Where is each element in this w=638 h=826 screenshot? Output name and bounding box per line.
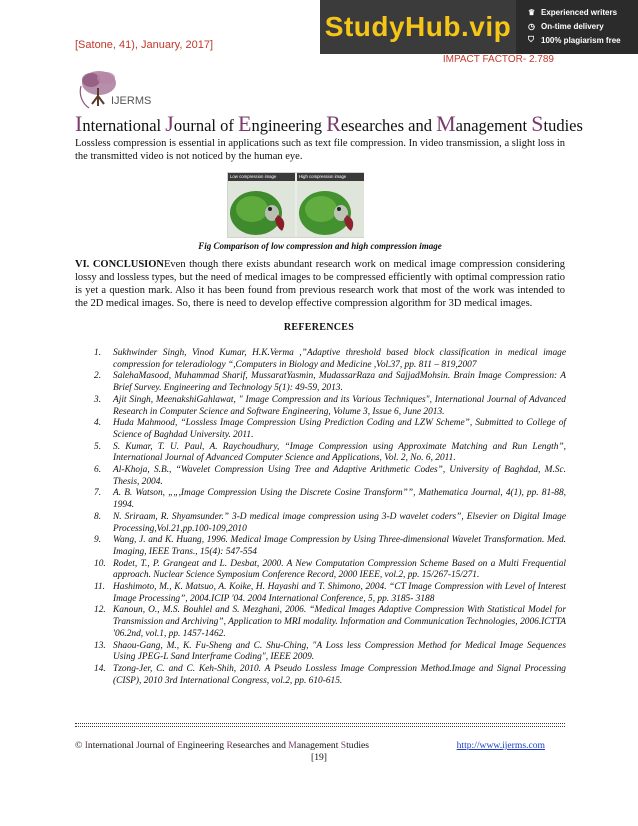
clock-icon: ◷ [528,21,535,31]
conclusion-text: Even though there exists abundant research work on medical image compression considering lossy and lossless types, but the need of medical images to be compressed efficiently with optimal compression ratio is yet a question mark. Also it has been found from previous research work that most of the work was intended to the 2D medical images. So, there is need to develop effective compression algorithm for 3D medical images. [75,259,565,309]
reference-number: 6. [94,465,102,476]
footer-word: ournal of [139,740,178,751]
reference-number: 3. [94,394,102,405]
journal-title [75,111,583,137]
reference-item [94,418,566,441]
footer-initial: J [136,740,140,751]
banner-feature-label: Experienced writers [541,7,618,17]
title-initial: S [531,111,544,136]
footer-word: ngineering [183,740,227,751]
reference-text: A. B. Watson, „„,Image Compression Using the Discrete Cosine Transform””, Mathematica Journal, 4(1), pp. 81-88, 1994. [113,488,566,511]
studyhub-brand: StudyHub.vip [324,11,512,42]
reference-number: 11. [94,582,106,593]
conclusion-heading: VI. CONCLUSION [75,259,165,270]
title-initial: E [237,111,252,136]
reference-text: Huda Mahmood, “Lossless Image Compression Using Prediction Coding and LZW Scheme”, Submitted to College of Science of Baghdad University. 2011. [113,418,566,440]
issue-citation: [Satone, 41), January, 2017] [75,39,213,51]
reference-item [94,395,566,418]
banner-feature [528,33,638,47]
reference-number: 13. [94,640,106,651]
footer-word: nternational [87,740,137,751]
reference-text: Tzong-Jer, C. and C. Keh-Shih, 2010. A Pseudo Lossless Image Compression Method.Image and Signal Processing (CISP), 2010 3rd International Congress, vol.2, pp. 610-615. [113,663,566,686]
reference-item [94,582,566,605]
footer-word: esearches and [232,740,289,751]
reference-number: 14. [94,663,106,674]
parrot-image-icon [297,173,364,237]
title-word: ngineering [251,116,327,135]
reference-item [94,535,566,558]
parrot-image-icon [228,173,295,237]
reference-text: SalehaMasood, Muhammad Sharif, MussaratYasmin, MudassarRaza and SajjadMohsin. Brain Image Compression: A Brief Survey. Engineering and Technology 5(1): 49-59, 2013. [113,371,566,394]
banner-features [516,0,638,54]
reference-number: 9. [94,535,102,546]
low-compression-image [228,173,295,237]
reference-item [94,512,566,535]
reference-number: 12. [94,605,106,616]
journal-logo-text: IJERMS [111,95,152,107]
copyright-symbol: © [75,740,85,751]
references-heading: REFERENCES [283,322,355,333]
page-number: [19] [311,752,327,763]
high-compression-image [297,173,364,237]
reference-item [94,664,566,687]
title-word: anagement [455,116,532,135]
footer-initial: M [288,740,297,751]
reference-text: Kanoun, O., M.S. Bouhlel and S. Mezghani, 2006. “Medical Images Adaptive Compression With Statistical Model for Transmission and Archiving”, Application to MRI modality. Information and Communication Technologies, 2006.ICTTA '06.2nd, vol.1, pp. 1457-1462. [113,605,566,639]
intro-paragraph: Lossless compression is essential in applications such as text file compression. In video transmission, a slight loss in the transmitted video is not noticed by the human eye. [75,138,565,162]
reference-item [94,559,566,582]
reference-number: 5. [94,441,102,452]
title-initial: J [165,111,174,136]
reference-list [94,348,566,687]
reference-text: Rodet, T., P. Grangeat and L. Desbat, 2000. A New Computation Compression Scheme Based on a Multi Frequential approach. Nuclear Science Symposium Conference Record, 2000 IEEE, vol.2, pp. 15/267-15/271. [113,558,566,581]
footer-word: tudies [346,740,370,751]
banner-feature [528,5,638,19]
reference-number: 10. [94,558,106,569]
crown-icon: ♛ [528,7,536,17]
figure-panel-label: Low compression image [228,173,295,181]
figure-panel-label: High compression image [297,173,364,181]
reference-text: Ajit Singh, MeenakshiGahlawat, " Image Compression and its Various Techniques", International Journal of Advanced Research in Computer Science and Software Engineering, Volume 3, Issue 6, June 2013. [113,394,566,417]
title-word: ournal of [173,116,238,135]
studyhub-banner[interactable] [320,0,638,54]
footer-initial: I [84,740,88,751]
reference-number: 4. [94,418,102,429]
title-initial: R [326,111,341,136]
title-word: tudies [543,116,583,135]
title-word: esearches and [340,116,437,135]
reference-text: Al-Khoja, S.B., “Wavelet Compression Using Tree and Adaptive Arithmetic Codes”, University of Baghdad, M.Sc. Thesis, 2004. [113,465,566,487]
footer-word: anagement [296,740,341,751]
reference-item [94,348,566,371]
reference-number: 8. [94,511,102,522]
studyhub-logo[interactable] [320,0,516,54]
reference-item [94,371,566,394]
banner-feature-label: 100% plagiarism free [541,35,621,45]
reference-item [94,641,566,664]
reference-text: Wang, J. and K. Huang, 1996. Medical Image Compression by Using Three-dimensional Wavelet Transformation. Med. Imaging, IEEE Trans., 15(4): 547-554 [113,535,566,557]
reference-item [94,488,566,511]
footer-divider [75,726,565,727]
reference-text: S. Kumar, T. U. Paul, A. Raychoudhury, “Image Compression using Approximate Matching and Run Length”, International Journal of Advanced Computer Science and Applications, Vol. 2, No. 6, 2011. [113,441,566,464]
title-word: nternational [82,116,166,135]
shield-check-icon: ⛉ [528,35,534,44]
reference-number: 7. [94,488,102,499]
figure-caption: Fig Comparison of low compression and high compression image [198,241,442,251]
reference-item [94,605,566,640]
reference-item [94,442,566,465]
reference-text: N. Sriraam, R. Shyamsunder.” 3-D medical image compression using 3-D wavelet coders”, Elsevier on Digital Image Processing,Vol.21,pp.100-109,2010 [113,511,566,534]
footer-initial: S [340,740,347,751]
title-initial: M [436,111,456,136]
reference-number: 1. [94,348,102,358]
footer-initial: E [177,740,184,751]
impact-factor: IMPACT FACTOR- 2.789 [442,54,554,65]
title-initial: I [75,111,83,136]
conclusion-paragraph [75,258,565,310]
reference-number: 2. [94,371,102,382]
footer-initial: R [226,740,233,751]
journal-website-link[interactable]: http://www.ijerms.com [456,740,545,751]
footer-divider [75,723,565,724]
footer-journal-name [75,740,369,751]
comparison-figure [227,172,364,238]
reference-item [94,465,566,488]
reference-text: Shaou-Gang, M., K. Fu-Sheng and C. Shu-Ching, "A Loss less Compression Method for Medical Image Sequences Using JPEG-L Sand Interframe Coding", IEEE 2009. [113,640,566,663]
reference-text: Hashimoto, M., K. Matsuo, A. Koike, H. Hayashi and T. Shimono, 2004. “CT Image Compression with Level of Interest Image Processing”, 2004.ICIP '04. 2004 International Conference, 5, pp. 3185- 3188 [113,582,566,604]
reference-text: Sukhwinder Singh, Vinod Kumar, H.K.Verma ,”Adaptive threshold based block classification in medical image compression for teleradiology “,Computers in Biology and Medicine ,Vol.37, pp. 811 – 819,2007 [113,348,566,370]
banner-feature [528,19,638,33]
banner-feature-label: On-time delivery [541,21,604,31]
